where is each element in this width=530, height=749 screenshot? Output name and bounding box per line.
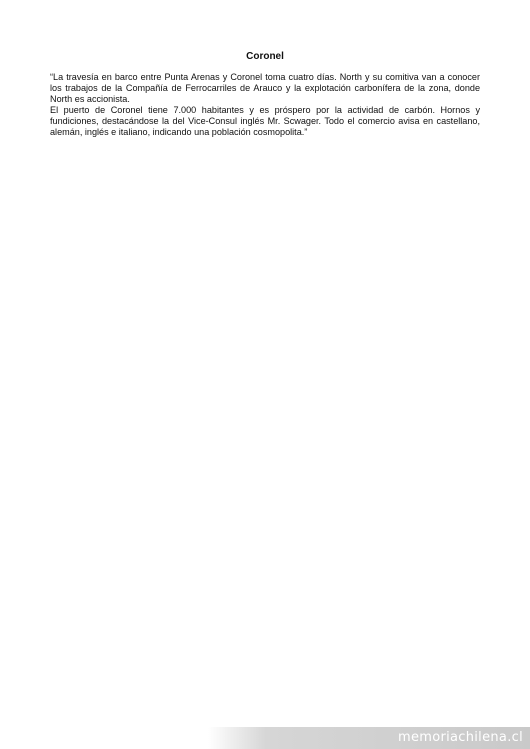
watermark-banner [208, 727, 530, 749]
paragraph-1: “La travesía en barco entre Punta Arenas y Coronel toma cuatro días. North y su comitiva van a conocer los trabajos de la Compañía de Ferrocarriles de Arauco y la explotación carbonífera de la zona, donde North es accionista. [50, 72, 480, 105]
watermark-text: memoriachilena.cl [397, 730, 523, 745]
document-title: Coronel [246, 51, 284, 62]
paragraph-2: El puerto de Coronel tiene 7.000 habitantes y es próspero por la actividad de carbón. Hornos y fundiciones, destacándose la del Vice-Consul inglés Mr. Scwager. Todo el comercio avisa en castellano, alemán, inglés e italiano, indicando una población cosmopolita.” [50, 105, 480, 138]
document-body [50, 72, 480, 139]
